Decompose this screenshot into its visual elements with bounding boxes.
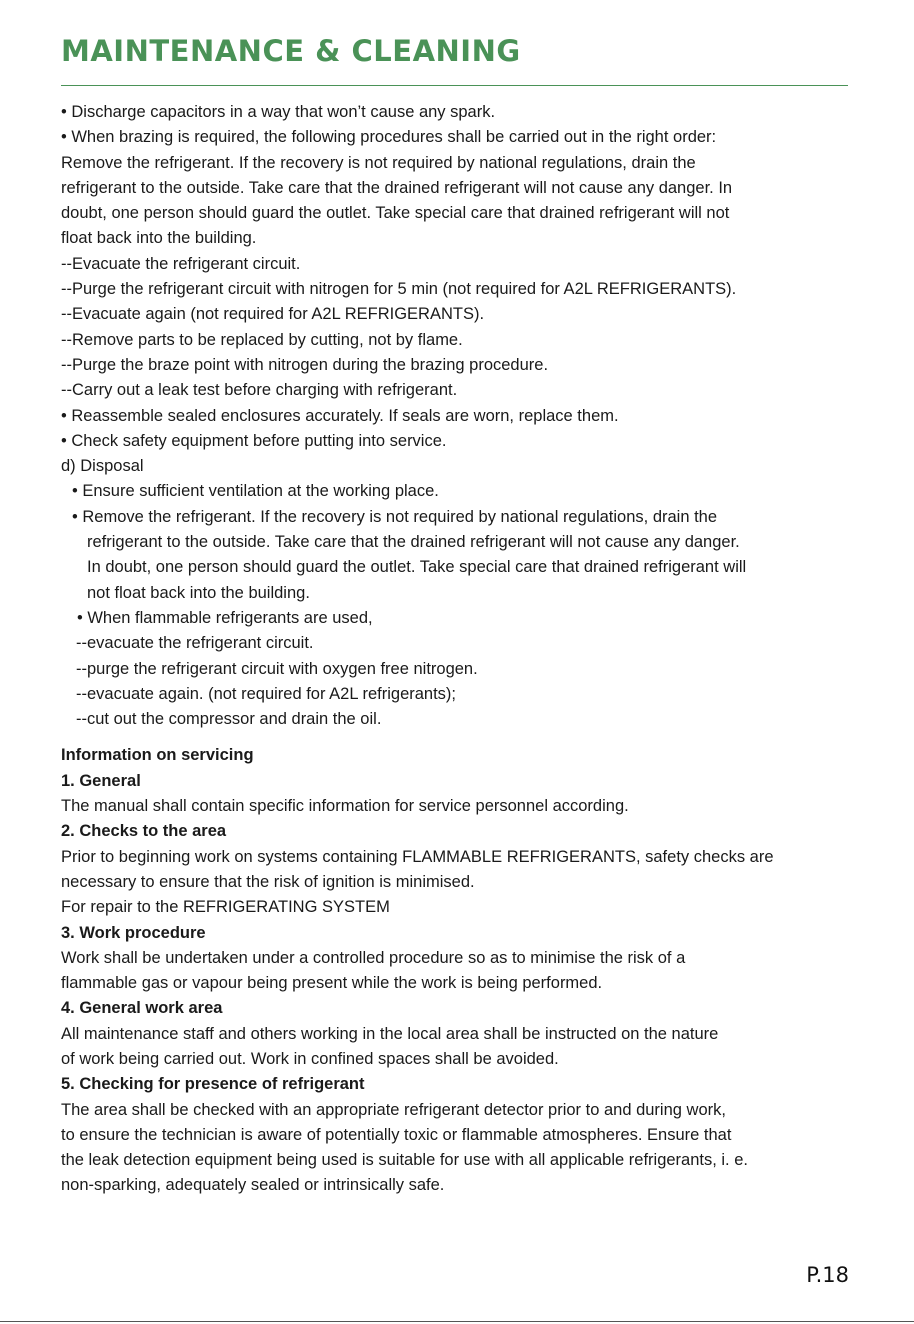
body-line: • When flammable refrigerants are used, — [77, 608, 373, 627]
section-heading: 2. Checks to the area — [61, 822, 227, 841]
body-line: refrigerant to the outside. Take care that the drained refrigerant will not cause any danger. In — [61, 178, 733, 197]
body-line: All maintenance staff and others working in the local area shall be instructed on the nature — [61, 1024, 719, 1043]
body-line: --cut out the compressor and drain the oil. — [76, 710, 382, 729]
body-line: --purge the refrigerant circuit with oxygen free nitrogen. — [76, 659, 478, 678]
body-line: --evacuate again. (not required for A2L refrigerants); — [76, 684, 457, 703]
body-line: float back into the building. — [61, 229, 257, 248]
body-line: --Evacuate the refrigerant circuit. — [61, 254, 301, 273]
body-line: • Remove the refrigerant. If the recovery is not required by national regulations, drain the — [72, 507, 718, 526]
body-line: Work shall be undertaken under a controlled procedure so as to minimise the risk of a — [61, 948, 686, 967]
disposal-heading: d) Disposal — [61, 457, 144, 476]
body-line: Prior to beginning work on systems containing FLAMMABLE REFRIGERANTS, safety checks are — [61, 847, 774, 866]
page-number: P.18 — [806, 1263, 849, 1287]
body-line: doubt, one person should guard the outlet. Take special care that drained refrigerant will not — [61, 204, 730, 223]
body-line: • Discharge capacitors in a way that won’t cause any spark. — [61, 103, 496, 121]
body-line: --Purge the braze point with nitrogen during the brazing procedure. — [61, 355, 549, 374]
page-bottom-border — [0, 1321, 914, 1322]
document-body — [61, 100, 861, 1199]
section-heading: Information on servicing — [61, 746, 254, 765]
body-line: refrigerant to the outside. Take care that the drained refrigerant will not cause any danger. — [87, 533, 740, 552]
body-line: • When brazing is required, the following procedures shall be carried out in the right order: — [61, 128, 717, 147]
body-line: The manual shall contain specific information for service personnel according. — [61, 797, 629, 816]
body-line: flammable gas or vapour being present while the work is being performed. — [61, 974, 603, 993]
body-line: • Reassemble sealed enclosures accurately. If seals are worn, replace them. — [61, 406, 619, 425]
body-line: not float back into the building. — [87, 583, 310, 602]
body-line: to ensure the technician is aware of potentially toxic or flammable atmospheres. Ensure that — [61, 1125, 732, 1144]
body-line: --Evacuate again (not required for A2L REFRIGERANTS). — [61, 305, 485, 324]
body-line: Remove the refrigerant. If the recovery is not required by national regulations, drain the — [61, 153, 696, 172]
page-title: MAINTENANCE & CLEANING — [61, 34, 521, 68]
body-line: --Carry out a leak test before charging with refrigerant. — [61, 381, 458, 400]
body-line: For repair to the REFRIGERATING SYSTEM — [61, 898, 390, 917]
body-line: of work being carried out. Work in confined spaces shall be avoided. — [61, 1049, 559, 1068]
body-line: --Purge the refrigerant circuit with nitrogen for 5 min (not required for A2L REFRIGERANTS). — [61, 280, 737, 299]
body-line: • Check safety equipment before putting into service. — [61, 431, 447, 450]
title-divider — [61, 85, 848, 86]
section-heading: 5. Checking for presence of refrigerant — [61, 1075, 365, 1094]
body-line: the leak detection equipment being used is suitable for use with all applicable refrigerants, i. e. — [61, 1151, 748, 1170]
body-line: non-sparking, adequately sealed or intrinsically safe. — [61, 1176, 445, 1195]
body-line: --Remove parts to be replaced by cutting, not by flame. — [61, 330, 463, 349]
section-heading: 4. General work area — [61, 999, 223, 1018]
body-line: --evacuate the refrigerant circuit. — [76, 634, 314, 653]
body-line: The area shall be checked with an appropriate refrigerant detector prior to and during work, — [61, 1100, 726, 1119]
section-heading: 3. Work procedure — [61, 923, 206, 942]
body-line: In doubt, one person should guard the outlet. Take special care that drained refrigerant will — [87, 558, 747, 577]
body-line: • Ensure sufficient ventilation at the working place. — [72, 482, 439, 501]
section-heading: 1. General — [61, 771, 141, 790]
body-line: necessary to ensure that the risk of ignition is minimised. — [61, 872, 475, 891]
